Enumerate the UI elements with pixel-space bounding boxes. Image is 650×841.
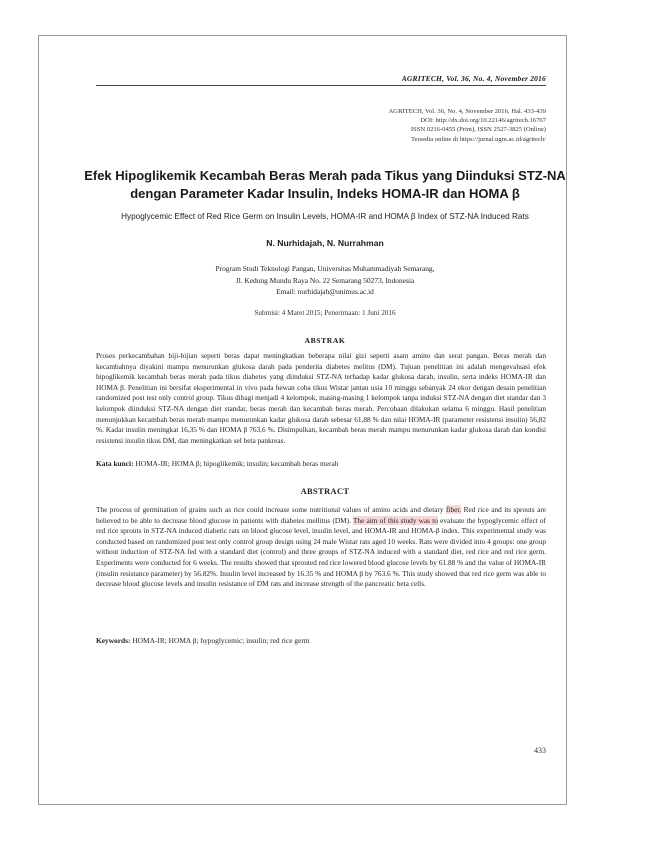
submission-dates: Submisi: 4 Maret 2015; Penerimaan: 1 Juni 2016 xyxy=(254,309,396,317)
kata-kunci-values: HOMA-IR; HOMA β; hipoglikemik; insulin; kecambah beras merah xyxy=(133,459,339,468)
author-list: N. Nurhidajah, N. Nurrahman xyxy=(266,238,384,248)
abstract-text-part-1: The process of germination of grains such as rice could increase some nutritional values of amino acids and dietary xyxy=(96,505,446,514)
affiliation-institution: Program Studi Teknologi Pangan, Universitas Muhammadiyah Semarang, xyxy=(215,264,435,273)
meta-line-online: Tersedia online di https://jurnal.ugm.ac.id/agritech/ xyxy=(410,135,546,143)
highlight-fiber: fiber. xyxy=(446,505,462,514)
meta-line-journal: AGRITECH, Vol. 36, No. 4, November 2016, Hal. 433-439 xyxy=(388,108,546,115)
abstrak-text: Proses perkecambahan biji-bijian seperti beras dapat meningkatkan beberapa nilai gizi seperti asam amino dan serat pangan. Beras merah dan kecambahnya diyakini mampu menurunkan glukosa darah pada penderita diabetes melitus (DM). Tujuan penelitian ini adalah mengevaluasi efek hipoglikemik kecambah beras merah pada tikus diabetes yang diinduksi STZ-NA terhadap kadar glukosa darah, insulin, serta indeks HOMA-IR dan HOMA β. Penelitian ini bersifat eksperimental in vivo pada hewan coba tikus Wistar jantan usia 10 minggu sebanyak 24 ekor dengan desain penelitian randomized post test only control group. Tikus dibagi menjadi 4 kelompok, masing-masing 1 kelompok tanpa induksi STZ-NA dengan diet standar dan 3 kelompok diinduksi STZ-NA dengan diet standar, beras merah dan kecambah beras merah. Percobaan dilakukan selama 6 minggu. Hasil penelitian menunjukkan kecambah beras merah mampu menurunkan kadar glukosa darah sebesar 61,88 % dan nilai HOMA-IR (parameter resistensi insulin) 56,82 %. Kadar insulin meningkat 16,35 % dan HOMA β 763,6 %. Disimpulkan, kecambah beras merah mampu menurunkan kadar glukosa darah dan kondisi resistensi insulin tikus DM, dan meningkatkan sel beta pankreas. xyxy=(96,351,546,445)
keywords xyxy=(96,636,546,645)
running-head: AGRITECH, Vol. 36, No. 4, November 2016 xyxy=(401,74,546,83)
affiliation xyxy=(60,263,590,298)
article-meta xyxy=(389,107,546,144)
header-rule xyxy=(96,85,546,86)
kata-kunci-label: Kata kunci: xyxy=(96,459,134,468)
article-title xyxy=(60,167,590,203)
meta-line-doi: DOI: http://dx.doi.org/10.22146/agritech.16767 xyxy=(420,117,546,125)
keywords-values: HOMA-IR; HOMA β; hypoglycemic; insulin; red rice germ xyxy=(130,636,310,645)
title-line-1: Efek Hipoglikemik Kecambah Beras Merah pada Tikus yang Diinduksi STZ-NA xyxy=(84,168,566,183)
meta-line-issn: ISSN 0216-0455 (Print), ISSN 2527-3825 (Online) xyxy=(410,126,546,134)
affiliation-email: Email: nurhidajah@unimus.ac.id xyxy=(276,287,374,297)
abstrak-heading: ABSTRAK xyxy=(304,336,346,345)
abstract-text-part-2: Red rice and its sprouts are believed to be able to decrease blood glucose in patients with diabetes mellitus (DM). xyxy=(96,505,546,525)
keywords-label: Keywords: xyxy=(96,636,131,645)
page-number: 433 xyxy=(534,746,546,755)
affiliation-address: Jl. Kedung Mundu Raya No. 22 Semarang 50273, Indonesia xyxy=(235,275,415,285)
title-line-2: dengan Parameter Kadar Insulin, Indeks HOMA-IR dan HOMA β xyxy=(130,186,520,201)
abstract-text xyxy=(96,505,546,590)
abstract-text-part-3: evaluate the hypoglycemic effect of red rice sprouts in STZ-NA induced diabetic rats on blood glucose level, insulin level, and HOMA-IR and HOMA-β index. This experimental study was conducted based on randomized post test only control group design using 24 male Wistar rats aged 10 weeks. Rats were divided into 4 groups: one group without induction of STZ-NA fed with a standard diet (control) and three groups of STZ-NA induced with a standard diet, red rice and red rice germ. Experiments were conducted for 6 weeks. The results showed that sprouted red rice lowered blood glucose levels by 61.88 % and the value of HOMA-IR (insulin resistance parameter) by 56.82%. Insulin level increased by 16.35 % and HOMA β by 763.6 %. This study showed that red rice germ was able to decrease blood glucose levels and insulin resistance of DM rats and increase strength of the pancreatic beta cells. xyxy=(96,515,546,589)
highlight-aim: The aim of this study was to xyxy=(352,515,438,525)
abstract-heading: ABSTRACT xyxy=(300,487,350,496)
article-subtitle: Hypoglycemic Effect of Red Rice Germ on Insulin Levels, HOMA-IR and HOMA β Index of STZ-NA Induced Rats xyxy=(121,212,529,221)
kata-kunci xyxy=(96,459,546,468)
